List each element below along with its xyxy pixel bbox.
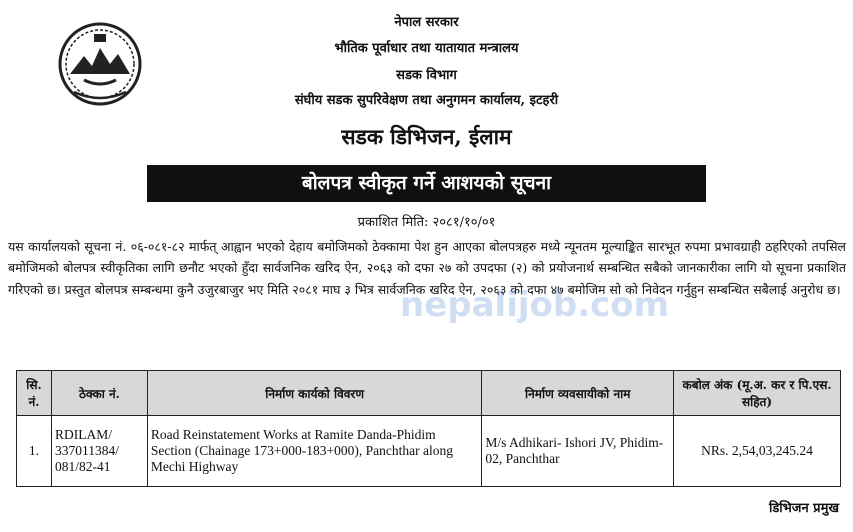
notice-title-banner: बोलपत्र स्वीकृत गर्ने आशयको सूचना — [147, 165, 706, 202]
column-header-serial: सि. नं. — [17, 371, 52, 416]
header-office-line: संघीय सडक सुपरिवेक्षण तथा अनुगमन कार्यालय, इटहरी — [294, 93, 559, 108]
cell-amount: NRs. 2,54,03,245.24 — [674, 416, 841, 487]
watermark-text: nepalijob.com — [400, 285, 670, 325]
header-division-title: सडक डिभिजन, ईलाम — [341, 124, 512, 149]
signature-division-chief: डिभिजन प्रमुख — [768, 501, 839, 516]
notice-body-text: यस कार्यालयको सूचना नं. ०६-०८१-८२ मार्फत् आह्वान भएको देहाय बमोजिमको ठेक्कामा पेश हुन आएका बोलपत्रहरु मध्ये न्यूनतम मूल्याङ्कित सारभूत रुपमा प्रभावग्राही ठहरिएको तपसिल बमोजिमको बोलपत्र स्वीकृतिका लागि छनौट भएको हुँदा सार्वजनिक खरिद ऐन, २०६३ को दफा २७ को उपदफा (२) को प्रयोजनार्थ सम्बन्धित सबैको जानकारीका लागि यो सूचना प्रकाशित गरिएको छ। प्रस्तुत बोलपत्र सम्बन्धमा कुनै उजुरबाजुर भए मिति २०८१ माघ ३ भित्र सार्वजनिक खरिद ऐन, २०६३ को दफा ४७ बमोजिम सो को निवेदन गर्नुहुन सम्बन्धित सबैलाई अनुरोध छ। — [8, 239, 846, 297]
column-header-amount: कबोल अंक (मू.अ. कर र पि.एस. सहित) — [674, 371, 841, 416]
bid-acceptance-table — [16, 370, 841, 487]
column-header-description: निर्माण कार्यको विवरण — [147, 371, 481, 416]
cell-serial: 1. — [17, 416, 52, 487]
cell-description: Road Reinstatement Works at Ramite Danda-Phidim Section (Chainage 173+000-183+000), Panchthar along Mechi Highway — [147, 416, 481, 487]
column-header-contract-no: ठेक्का नं. — [51, 371, 147, 416]
table-header-row — [17, 371, 841, 416]
column-header-contractor: निर्माण व्यवसायीको नाम — [482, 371, 674, 416]
cell-contractor: M/s Adhikari- Ishori JV, Phidim-02, Panchthar — [482, 416, 674, 487]
table-row — [17, 416, 841, 487]
cell-contract-no: RDILAM/ 337011384/ 081/82-41 — [51, 416, 147, 487]
header-ministry-line: भौतिक पूर्वाधार तथा यातायात मन्त्रालय — [334, 41, 519, 56]
header-government-line: नेपाल सरकार — [394, 15, 459, 30]
header-department-line: सडक विभाग — [396, 68, 457, 83]
published-date: प्रकाशित मिति: २०८१/१०/०१ — [357, 215, 496, 230]
